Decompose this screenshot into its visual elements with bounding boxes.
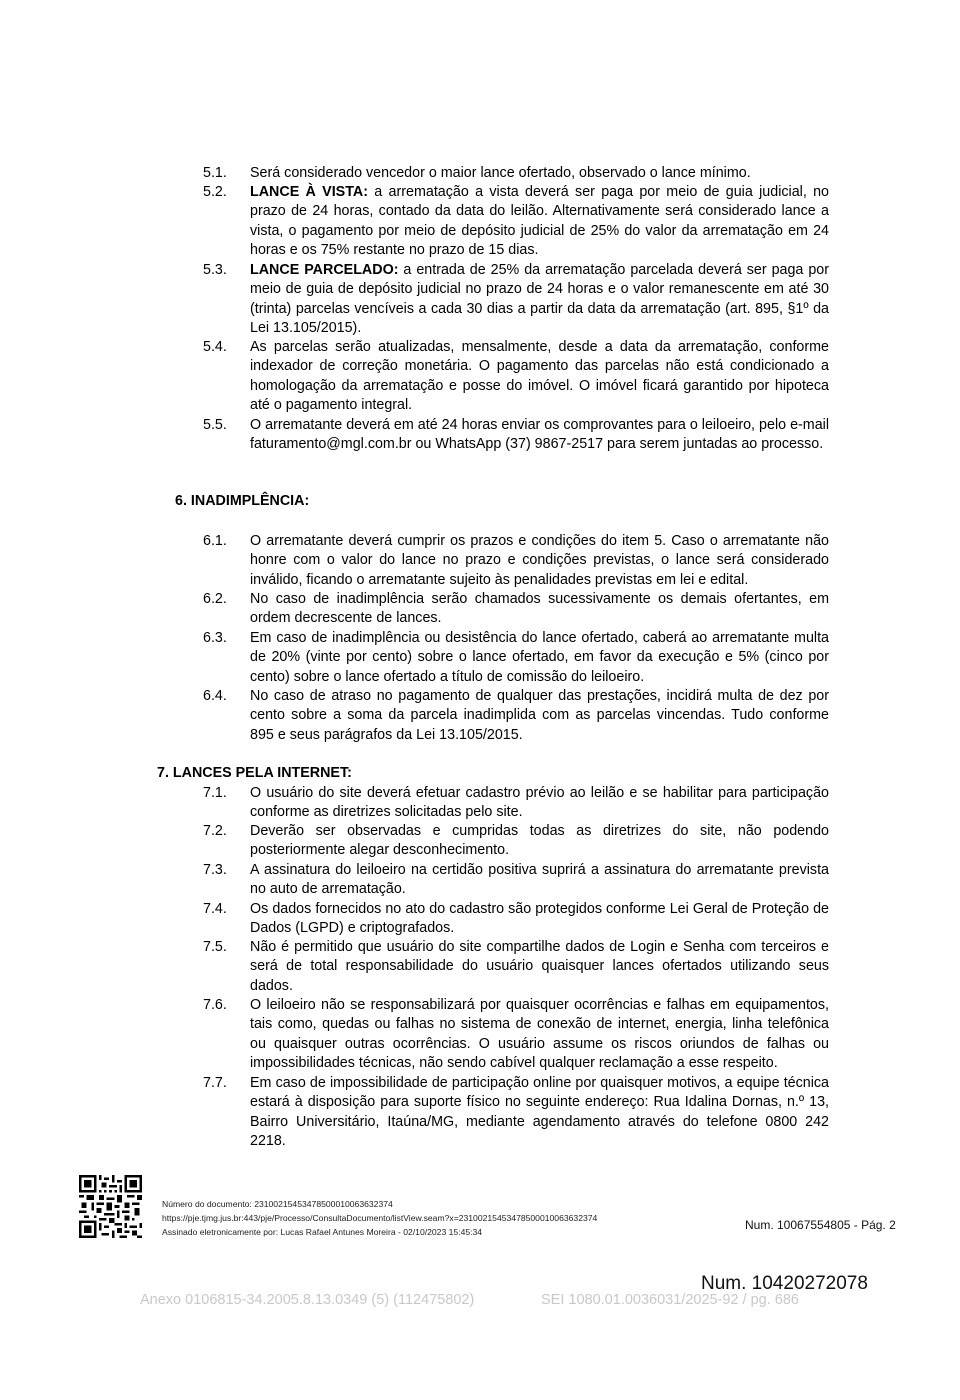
item-7-7 [203,1074,829,1152]
item-text-run: Em caso de impossibilidade de participação online por quaisquer motivos, a equipe técnica estará à disposição para suporte físico no seguinte endereço: Rua Idalina Dornas, n.º 13, Bairro Universitário, Itaúna/MG, mediante agendamento através do telefone 0800 242 2218. [250,1075,829,1150]
item-text-run: Os dados fornecidos no ato do cadastro são protegidos conforme Lei Geral de Proteção de Dados (LGPD) e criptografados. [250,901,829,937]
item-number: 7.1. [203,785,227,801]
item-text-run: O arrematante deverá em até 24 horas enviar os comprovantes para o leiloeiro, pelo e-mail faturamento@mgl.com.br ou WhatsApp (37) 9867-2517 para serem juntadas ao processo. [250,417,829,453]
item-7-6 [203,996,829,1074]
signature-line: Assinado eletronicamente por: Lucas Rafael Antunes Moreira - 02/10/2023 15:45:34 [162,1227,483,1237]
item-text-run: O arrematante deverá cumprir os prazos e condições do item 5. Caso o arrematante não honre com o valor do lance no prazo e condições previstas, o lance será considerado inválido, ficando o arrematante sujeito às penalidades previstas em lei e edital. [250,533,829,588]
item-text-run: Não é permitido que usuário do site compartilhe dados de Login e Senha com terceiros e será de total responsabilidade do usuário quaisquer lances ofertados utilizando seus dados. [250,939,829,994]
item-text [250,822,829,861]
document-num-stamp: Num. 10420272078 [701,1273,868,1294]
item-text-run: Em caso de inadimplência ou desistência do lance ofertado, caberá ao arrematante multa de 20% (vinte por cento) sobre o lance ofertado, em favor da execução e 5% (cinco por cento) sobre o lance ofertado a título de comissão do leiloeiro. [250,630,829,685]
item-number: 5.1. [203,165,227,181]
item-number: 5.3. [203,262,227,278]
item-text [250,861,829,900]
item-number: 5.5. [203,417,227,433]
item-5-3 [203,261,829,339]
item-number: 6.1. [203,533,227,549]
item-text [250,183,829,261]
item-text [250,784,829,823]
item-text-run: A assinatura do leiloeiro na certidão positiva suprirá a assinatura do arrematante prevista no auto de arrematação. [250,862,829,898]
item-7-5 [203,938,829,996]
item-text [250,996,829,1074]
item-number: 5.4. [203,339,227,355]
item-text-run: Será considerado vencedor o maior lance ofertado, observado o lance mínimo. [250,165,751,181]
item-6-2 [203,590,829,629]
item-5-2 [203,183,829,261]
item-text [250,687,829,745]
section-6-heading: 6. INADIMPLÊNCIA: [175,493,310,509]
document-url[interactable]: https://pje.tjmg.jus.br:443/pje/Processo/ConsultaDocumento/listView.seam?x=23100215453478500010063632374 [162,1213,598,1223]
item-number: 6.4. [203,688,227,704]
item-text-run: As parcelas serão atualizadas, mensalmente, desde a data da arrematação, conforme indexador de correção monetária. O pagamento das parcelas não está condicionado a homologação da arrematação e posse do imóvel. O imóvel ficará garantido por hipoteca até o pagamento integral. [250,339,829,414]
item-7-1 [203,784,829,823]
item-number: 6.2. [203,591,227,607]
item-6-4 [203,687,829,745]
item-5-4 [203,338,829,416]
item-number: 5.2. [203,184,227,200]
item-number: 7.6. [203,997,227,1013]
section-7-heading: 7. LANCES PELA INTERNET: [157,765,352,781]
item-number: 7.3. [203,862,227,878]
item-text [250,164,829,183]
item-text-run: O leiloeiro não se responsabilizará por quaisquer ocorrências e falhas em equipamentos, tais como, quedas ou falhas no sistema de conexão de internet, energia, linha telefônica ou quaisquer outras ocorrências. O usuário assume os riscos oriundos de falhas ou impossibilidades técnicas, não sendo cabível qualquer reclamação a esse respeito. [250,997,829,1072]
item-number: 7.4. [203,901,227,917]
item-text [250,590,829,629]
item-text [250,1074,829,1152]
item-7-3 [203,861,829,900]
item-number: 6.3. [203,630,227,646]
item-text [250,261,829,339]
item-5-5 [203,416,829,455]
document-number: Número do documento: 23100215453478500010063632374 [162,1199,393,1209]
item-text [250,416,829,455]
item-5-1 [203,164,829,183]
sei-watermark: SEI 1080.01.0036031/2025-92 / pg. 686 [541,1292,799,1308]
item-number: 7.7. [203,1075,227,1091]
item-text-run: a entrada de 25% da arrematação parcelada deverá ser paga por meio de guia de depósito judicial no prazo de 24 horas e o valor remanescente em até 30 (trinta) parcelas vencíveis a cada 30 dias a partir da data da arrematação (art. 895, §1º da Lei 13.105/2015). [250,262,830,337]
annex-watermark: Anexo 0106815-34.2005.8.13.0349 (5) (112475802) [140,1292,475,1308]
item-text [250,900,829,939]
footer-metadata [162,1197,597,1239]
item-text [250,338,829,416]
item-6-3 [203,629,829,687]
item-7-2 [203,822,829,861]
item-text-run: O usuário do site deverá efetuar cadastro prévio ao leilão e se habilitar para participação conforme as diretrizes solicitadas pelo site. [250,785,829,821]
item-text-run: No caso de atraso no pagamento de qualquer das prestações, incidirá multa de dez por cento sobre a soma da parcela inadimplida com as parcelas vincendas. Tudo conforme 895 e seus parágrafos da Lei 13.105/2015. [250,688,829,743]
item-number: 7.5. [203,939,227,955]
item-text-run: Deverão ser observadas e cumpridas todas as diretrizes do site, não podendo posteriormente alegar desconhecimento. [250,823,829,859]
item-text-run: No caso de inadimplência serão chamados sucessivamente os demais ofertantes, em ordem decrescente de lances. [250,591,829,627]
item-text [250,629,829,687]
qr-code-icon [79,1175,142,1238]
item-7-4 [203,900,829,939]
item-text [250,938,829,996]
item-number: 7.2. [203,823,227,839]
item-text [250,532,829,590]
item-bold-label: LANCE PARCELADO: [250,262,399,278]
item-6-1 [203,532,829,590]
item-text-run: a arrematação a vista deverá ser paga por meio de guia judicial, no prazo de 24 horas, contado da data do leilão. Alternativamente será considerado lance a vista, o pagamento por meio de depósito judicial de 25% do valor da arrematação em 24 horas e os 75% restante no prazo de 15 dias. [250,184,829,259]
page-reference: Num. 10067554805 - Pág. 2 [745,1218,896,1232]
item-bold-label: LANCE À VISTA: [250,184,368,200]
